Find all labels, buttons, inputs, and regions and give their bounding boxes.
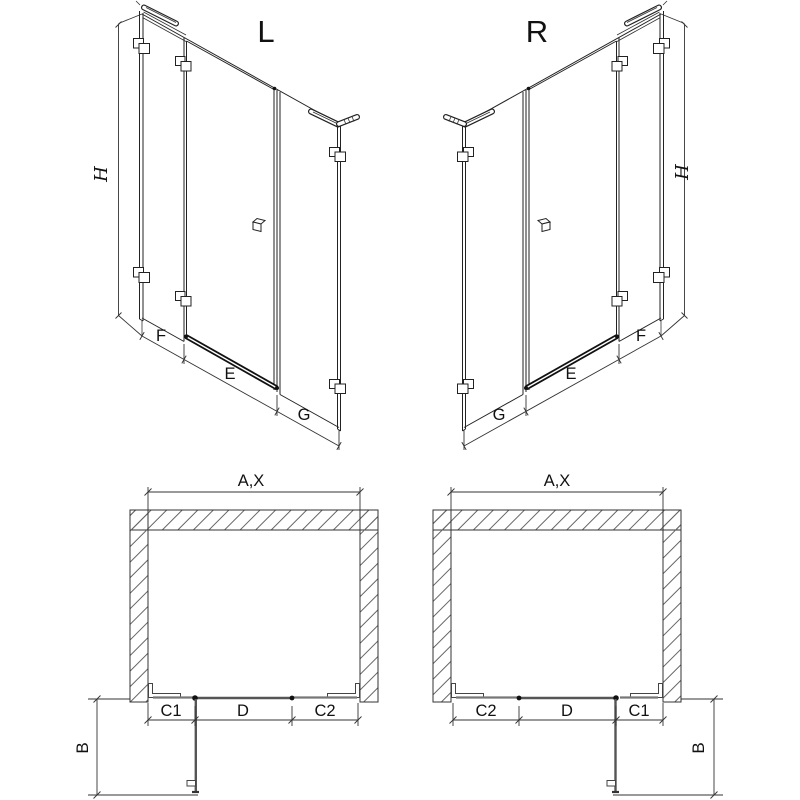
plan-view-left (73, 472, 378, 799)
variant-r-label: R (525, 14, 549, 49)
glass-assembly (452, 684, 663, 793)
plan-view-right (433, 472, 723, 799)
dim-g-label: G (297, 406, 311, 424)
variant-l-label: L (257, 14, 275, 49)
dim-ax-label: A,X (543, 472, 571, 490)
dim-d-label: D (561, 702, 573, 720)
door-handle (187, 781, 196, 787)
height-dim-label: H (672, 164, 693, 180)
dim-ax-label: A,X (237, 472, 265, 490)
corner-profile-right (631, 684, 663, 698)
height-dim-label: H (91, 166, 112, 182)
iso-view-right (446, 1, 693, 450)
walls (433, 510, 681, 702)
dim-c1-label: C1 (628, 702, 650, 720)
walls (130, 510, 378, 702)
iso-view-left (91, 1, 357, 450)
dim-c1-label: C1 (160, 702, 182, 720)
dim-g-label: G (492, 406, 506, 424)
dim-e-label: E (565, 365, 577, 383)
dim-b-label: B (73, 742, 92, 754)
corner-profile-left (149, 684, 181, 698)
panel-joint (290, 696, 295, 701)
dim-c2-label: C2 (314, 702, 336, 720)
dim-d-label: D (237, 702, 249, 720)
dim-c2-label: C2 (475, 702, 497, 720)
glass-assembly (149, 684, 360, 793)
panel-joint (517, 696, 522, 701)
dim-f-label: F (635, 327, 647, 345)
door-handle (607, 781, 616, 787)
dim-b-label: B (689, 742, 708, 754)
corner-profile-right (328, 684, 360, 698)
dim-e-label: E (224, 365, 236, 383)
dim-f-label: F (155, 327, 167, 345)
corner-profile-left (452, 684, 484, 698)
